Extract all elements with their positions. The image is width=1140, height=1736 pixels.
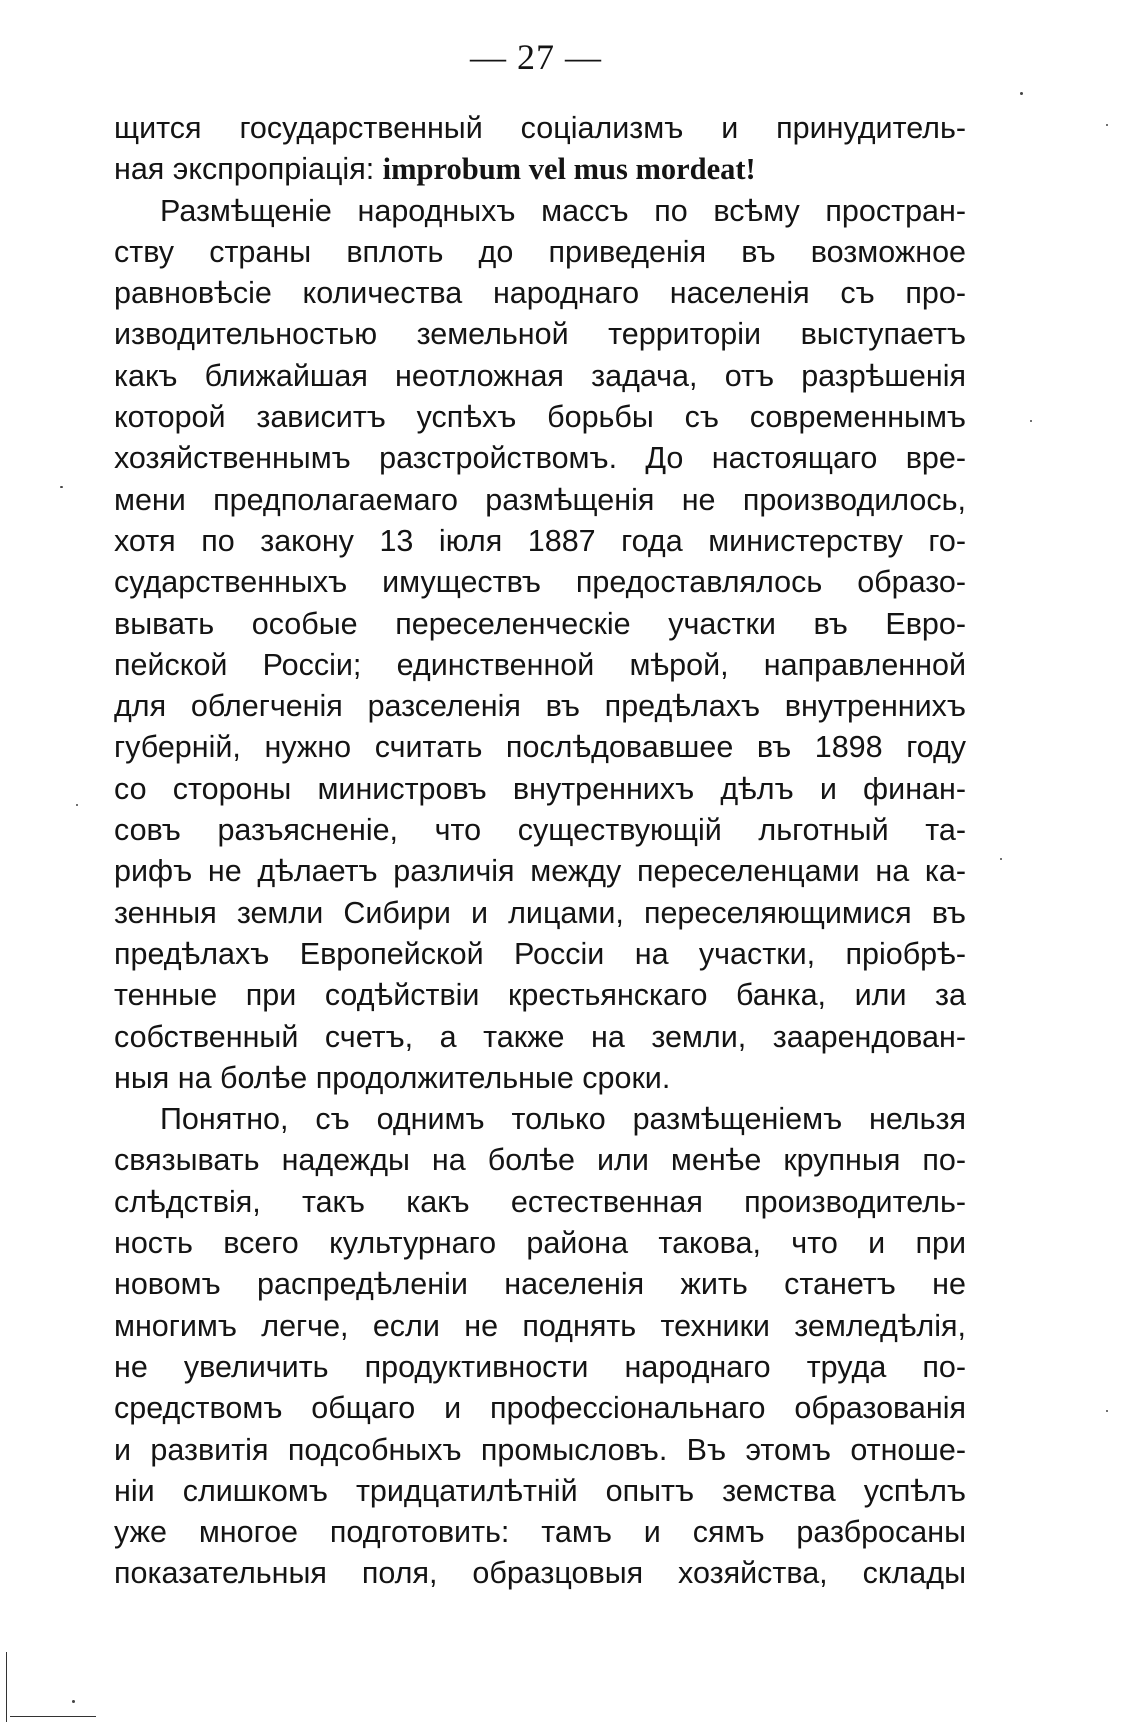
text-line: собственный счетъ, а также на земли, заарендован- — [114, 1019, 966, 1054]
text-line: уже многое подготовить: тамъ и сямъ разбросаны — [114, 1515, 966, 1550]
text-line: связывать надежды на болѣе или менѣе крупныя по- — [114, 1143, 966, 1178]
scan-speck — [60, 486, 63, 488]
scan-speck — [1106, 1410, 1108, 1412]
scan-edge-mark — [10, 1716, 96, 1717]
text-line: слѣдствія, такъ какъ естественная производитель- — [114, 1184, 966, 1219]
text-line: сударственныхъ имуществъ предоставлялось образо- — [114, 565, 966, 600]
paragraph-2 — [114, 191, 966, 1100]
scan-edge-mark — [6, 1652, 7, 1722]
body-text — [114, 108, 966, 1595]
text-line: со стороны министровъ внутреннихъ дѣлъ и финан- — [114, 771, 966, 806]
scan-speck — [76, 804, 78, 806]
scan-speck — [1030, 420, 1032, 422]
text-line: которой зависитъ успѣхъ борьбы съ современнымъ — [114, 400, 966, 435]
text-line: Понятно, съ однимъ только размѣщеніемъ нельзя — [160, 1102, 966, 1137]
text-line: и развитія подсобныхъ промысловъ. Въ этомъ отноше- — [114, 1432, 966, 1467]
text-line: предѣлахъ Европейской Россіи на участки, пріобрѣ- — [114, 936, 966, 971]
text-line: показательныя поля, образцовыя хозяйства, склады — [114, 1556, 966, 1591]
text-line: хозяйственнымъ разстройствомъ. До настоящаго вре- — [114, 441, 966, 476]
text-line: зенныя земли Сибири и лицами, переселяющимися въ — [114, 895, 966, 930]
text-line: ныя на болѣе продолжительные сроки. — [114, 1060, 671, 1095]
text-line: новомъ распредѣленіи населенія жить станетъ не — [114, 1267, 966, 1302]
scan-speck — [1000, 858, 1002, 860]
paragraph-1 — [114, 108, 966, 191]
scan-speck — [72, 1700, 75, 1703]
scan-speck — [1020, 92, 1023, 95]
text-line: не увеличить продуктивности народнаго труда по- — [114, 1349, 966, 1384]
text-line: Размѣщеніе народныхъ массъ по всѣму простран- — [160, 193, 966, 228]
paragraph-3 — [114, 1099, 966, 1595]
text-line: тенные при содѣйствіи крестьянскаго банка, или за — [114, 978, 966, 1013]
text-line: ству страны вплоть до приведенія въ возможное — [114, 234, 966, 269]
text-line: ность всего культурнаго района такова, что и при — [114, 1226, 966, 1261]
scan-speck — [1106, 124, 1108, 126]
text-line: хотя по закону 13 іюля 1887 года министерству го- — [114, 523, 966, 558]
text-line: щится государственный соціализмъ и принудитель- — [114, 111, 966, 145]
text-line: пейской Россіи; единственной мѣрой, направленной — [114, 647, 966, 682]
text-line: совъ разъясненіе, что существующій льготный та- — [114, 813, 966, 848]
text-line: равновѣсіе количества народнаго населенія съ про- — [114, 276, 966, 311]
text-line: изводительностью земельной территоріи выступаетъ — [114, 317, 966, 352]
latin-phrase: improbum vel mus mordeat! — [382, 152, 756, 187]
text-line: рифъ не дѣлаетъ различія между переселенцами на ка- — [114, 854, 966, 889]
text-line: губерній, нужно считать послѣдовавшее въ 1898 году — [114, 730, 966, 765]
text-line: какъ ближайшая неотложная задача, отъ разрѣшенія — [114, 358, 966, 393]
text-line: многимъ легче, если не поднять техники земледѣлія, — [114, 1308, 966, 1343]
text-line: средствомъ общаго и профессіональнаго образованія — [114, 1391, 966, 1426]
text-line: для облегченія разселенія въ предѣлахъ внутреннихъ — [114, 689, 966, 724]
text-fragment: ная экспропріація: — [114, 152, 383, 187]
text-line: мени предполагаемаго размѣщенія не производилось, — [114, 482, 966, 517]
page-number: — 27 — — [470, 37, 602, 77]
text-line: вывать особые переселенческіе участки въ Евро- — [114, 606, 966, 641]
text-line — [114, 149, 966, 190]
text-line: ніи слишкомъ тридцатилѣтній опытъ земства успѣлъ — [114, 1473, 966, 1508]
